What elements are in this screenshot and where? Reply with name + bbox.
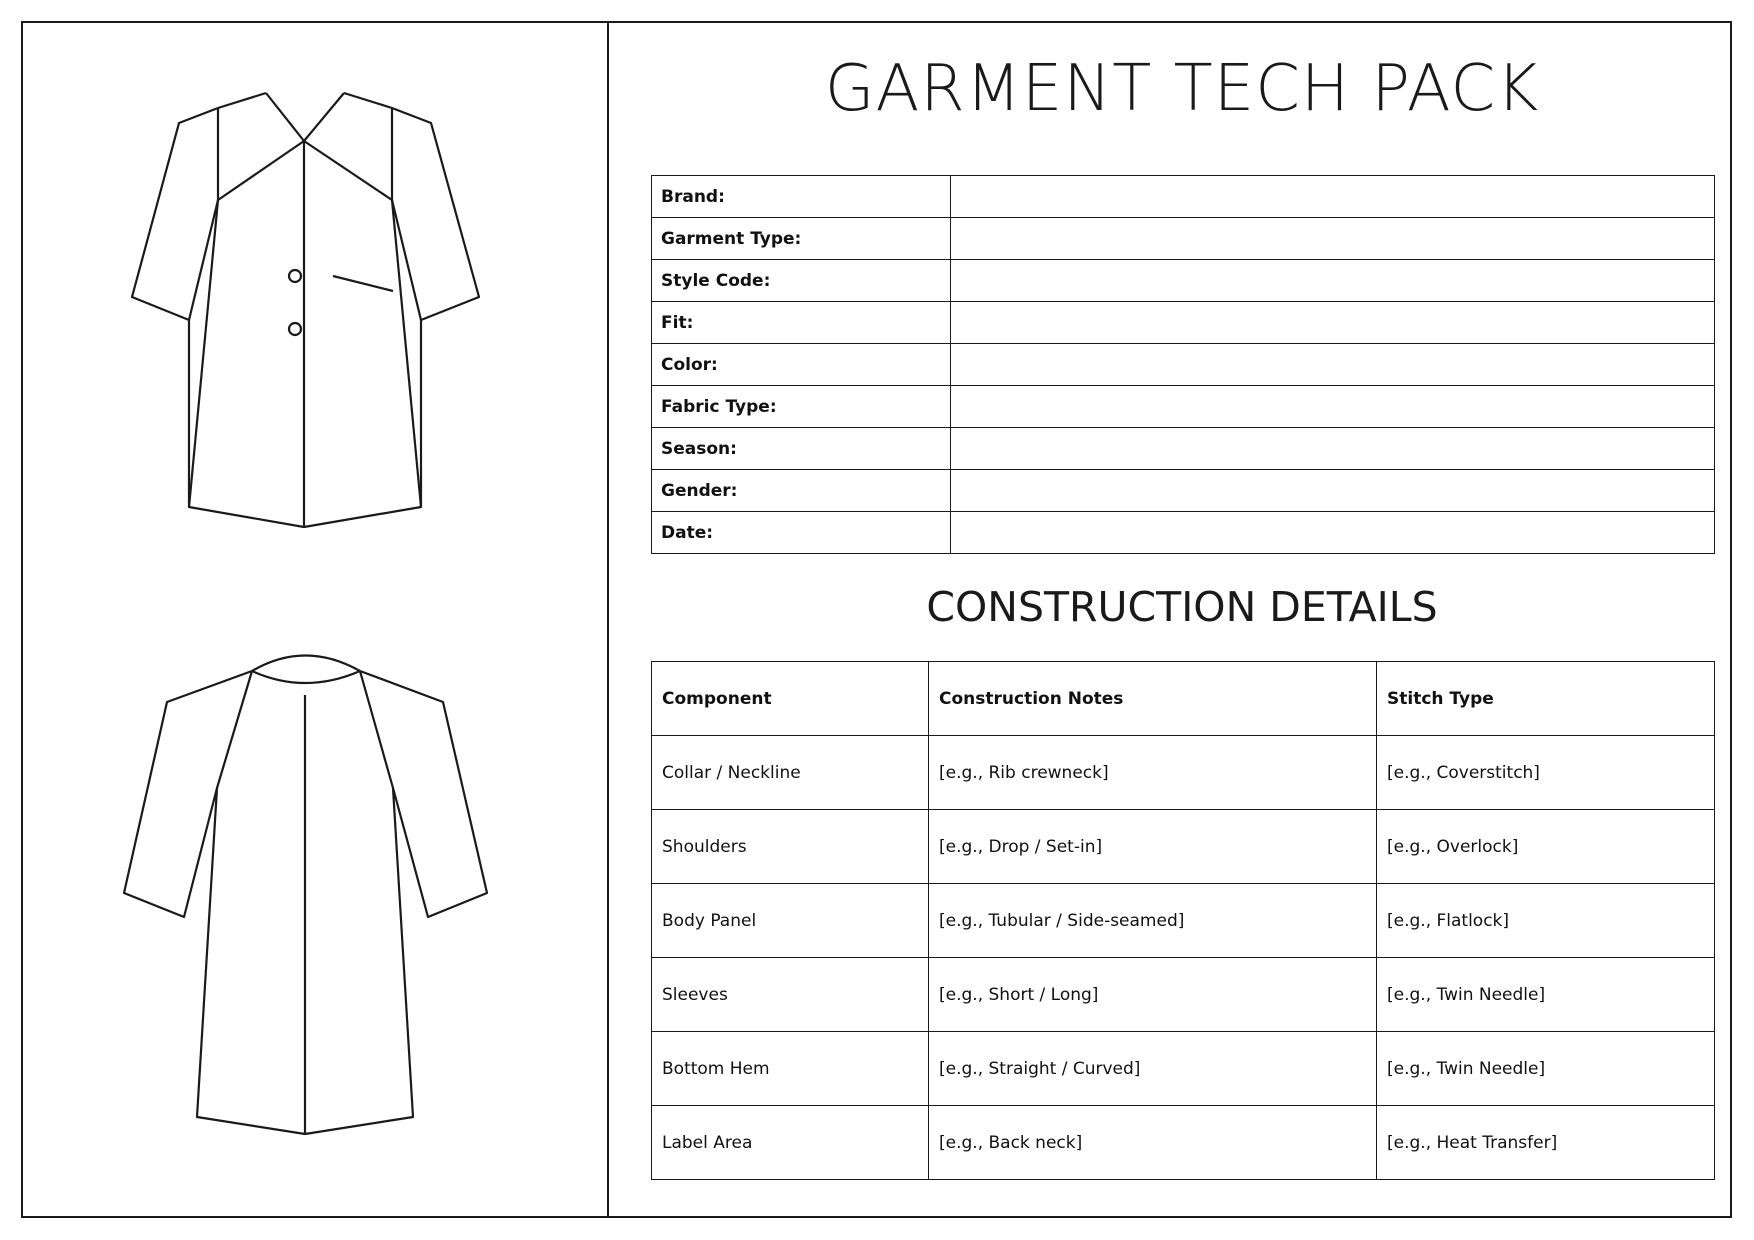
table-row [652,218,1715,260]
field-value-color[interactable] [951,344,1715,386]
stitch-cell[interactable]: [e.g., Flatlock] [1377,884,1715,958]
table-row [652,176,1715,218]
back-garment-sketch [60,640,580,1140]
column-divider [607,21,609,1218]
front-garment-sketch [60,80,580,540]
field-value-gender[interactable] [951,470,1715,512]
field-label: Season: [652,428,951,470]
table-row [652,386,1715,428]
table-row [652,958,1715,1032]
table-row [652,810,1715,884]
stitch-cell[interactable]: [e.g., Heat Transfer] [1377,1106,1715,1180]
component-cell: Bottom Hem [652,1032,929,1106]
component-cell: Body Panel [652,884,929,958]
stitch-cell[interactable]: [e.g., Overlock] [1377,810,1715,884]
field-value-season[interactable] [951,428,1715,470]
stitch-cell[interactable]: [e.g., Coverstitch] [1377,736,1715,810]
garment-info-table [651,175,1715,554]
component-cell: Collar / Neckline [652,736,929,810]
construction-table [651,661,1715,1180]
table-row [652,470,1715,512]
notes-cell[interactable]: [e.g., Back neck] [929,1106,1377,1180]
table-row [652,302,1715,344]
notes-cell[interactable]: [e.g., Drop / Set-in] [929,810,1377,884]
field-label: Garment Type: [652,218,951,260]
construction-title: CONSTRUCTION DETAILS [926,583,1438,631]
column-header-component: Component [652,662,929,736]
field-label: Fabric Type: [652,386,951,428]
component-cell: Label Area [652,1106,929,1180]
field-value-style-code[interactable] [951,260,1715,302]
table-row [652,1106,1715,1180]
field-value-fit[interactable] [951,302,1715,344]
field-label: Gender: [652,470,951,512]
field-label: Brand: [652,176,951,218]
stitch-cell[interactable]: [e.g., Twin Needle] [1377,1032,1715,1106]
table-row [652,884,1715,958]
column-header-notes: Construction Notes [929,662,1377,736]
component-cell: Sleeves [652,958,929,1032]
field-value-fabric-type[interactable] [951,386,1715,428]
field-label: Style Code: [652,260,951,302]
table-row [652,428,1715,470]
notes-cell[interactable]: [e.g., Tubular / Side-seamed] [929,884,1377,958]
notes-cell[interactable]: [e.g., Short / Long] [929,958,1377,1032]
table-row [652,344,1715,386]
field-value-garment-type[interactable] [951,218,1715,260]
field-value-date[interactable] [951,512,1715,554]
field-label: Fit: [652,302,951,344]
field-value-brand[interactable] [951,176,1715,218]
table-row [652,1032,1715,1106]
table-header-row [652,662,1715,736]
notes-cell[interactable]: [e.g., Rib crewneck] [929,736,1377,810]
notes-cell[interactable]: [e.g., Straight / Curved] [929,1032,1377,1106]
field-label: Date: [652,512,951,554]
column-header-stitch: Stitch Type [1377,662,1715,736]
table-row [652,512,1715,554]
table-row [652,260,1715,302]
page-title: GARMENT TECH PACK [824,52,1540,126]
field-label: Color: [652,344,951,386]
stitch-cell[interactable]: [e.g., Twin Needle] [1377,958,1715,1032]
table-row [652,736,1715,810]
component-cell: Shoulders [652,810,929,884]
